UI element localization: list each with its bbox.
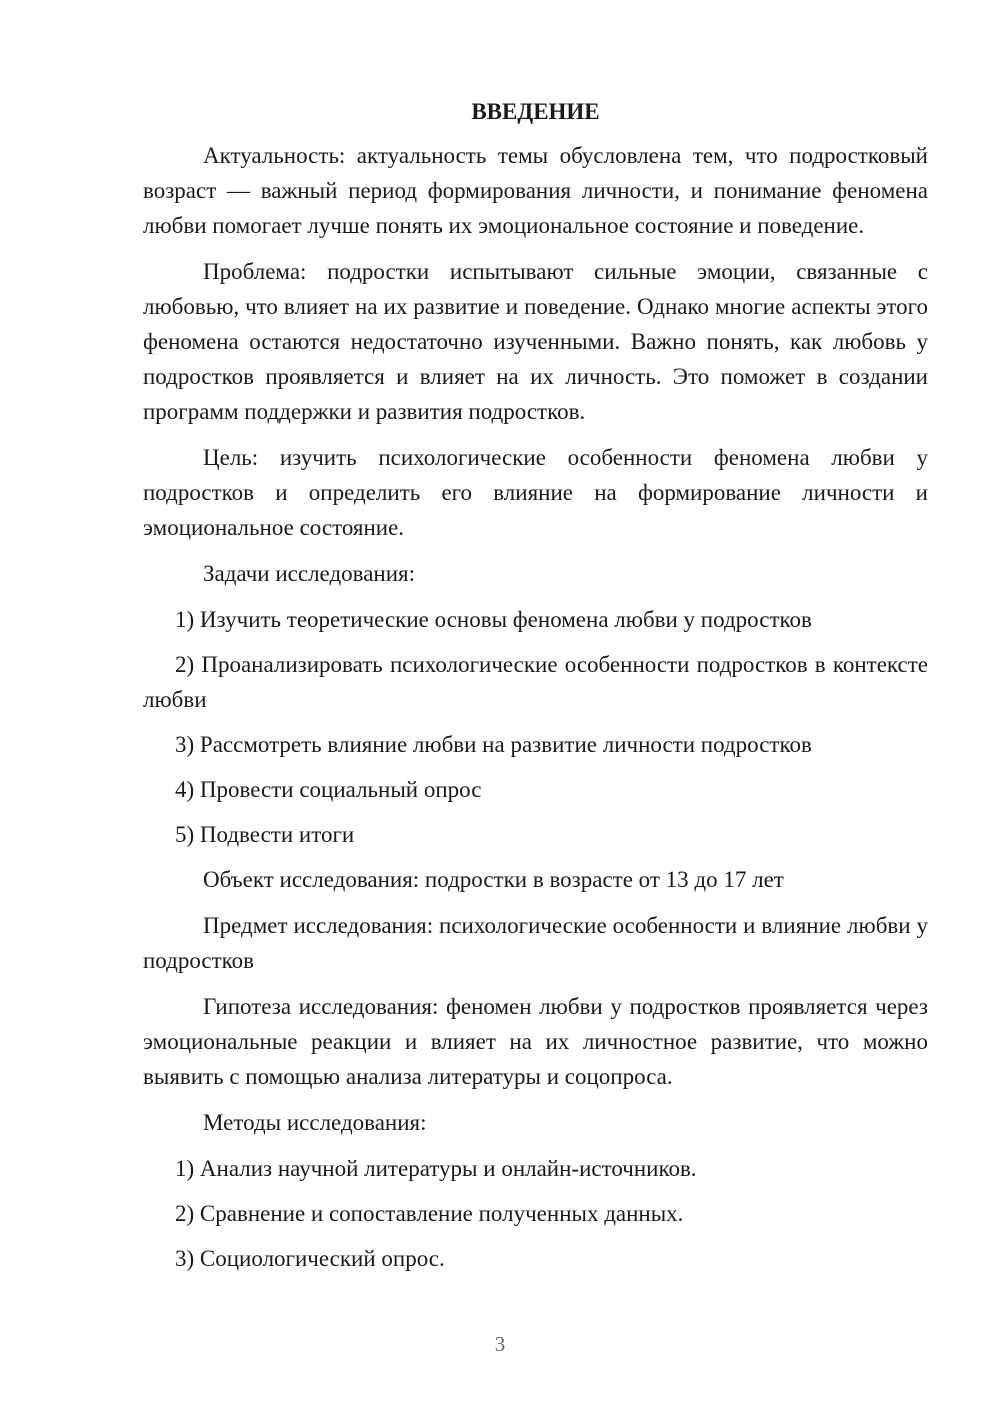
goal-paragraph: Цель: изучить психологические особенности феномена любви у подростков и определить его влияние на формирование личности и эмоциональное состояние. xyxy=(143,445,928,540)
methods-list xyxy=(143,1151,928,1276)
tasks-heading: Задачи исследования: xyxy=(203,561,416,586)
page-number: 3 xyxy=(494,1332,506,1356)
hypothesis-paragraph: Гипотеза исследования: феномен любви у подростков проявляется через эмоциональные реакции и влияет на их личностное развитие, что можно выявить с помощью анализа литературы и соцопроса. xyxy=(143,994,928,1089)
method-item-3: 3) Социологический опрос. xyxy=(175,1246,445,1271)
object-paragraph: Объект исследования: подростки в возрасте от 13 до 17 лет xyxy=(203,867,784,892)
tasks-list xyxy=(143,602,928,852)
task-item-4: 4) Провести социальный опрос xyxy=(175,777,482,802)
method-item-2: 2) Сравнение и сопоставление полученных данных. xyxy=(175,1201,684,1226)
task-item-3: 3) Рассмотреть влияние любви на развитие личности подростков xyxy=(175,732,812,757)
task-item-5: 5) Подвести итоги xyxy=(175,822,355,847)
document-page xyxy=(143,96,928,1286)
subject-paragraph: Предмет исследования: психологические особенности и влияние любви у подростков xyxy=(143,913,928,973)
methods-heading: Методы исследования: xyxy=(203,1110,427,1135)
relevance-paragraph: Актуальность: актуальность темы обусловлена тем, что подростковый возраст — важный период формирования личности, и понимание феномена любви помогает лучше понять их эмоциональное состояние и поведение. xyxy=(143,143,928,238)
page-title: ВВЕДЕНИЕ xyxy=(471,99,600,124)
method-item-1: 1) Анализ научной литературы и онлайн-источников. xyxy=(175,1156,697,1181)
task-item-2: 2) Проанализировать психологические особенности подростков в контексте любви xyxy=(143,652,928,712)
task-item-1: 1) Изучить теоретические основы феномена любви у подростков xyxy=(175,607,812,632)
problem-paragraph: Проблема: подростки испытывают сильные эмоции, связанные с любовью, что влияет на их развитие и поведение. Однако многие аспекты этого феномена остаются недостаточно изученными. Важно понять, как любовь у подростков проявляется и влияет на их личность. Это поможет в создании программ поддержки и развития подростков. xyxy=(143,259,928,424)
